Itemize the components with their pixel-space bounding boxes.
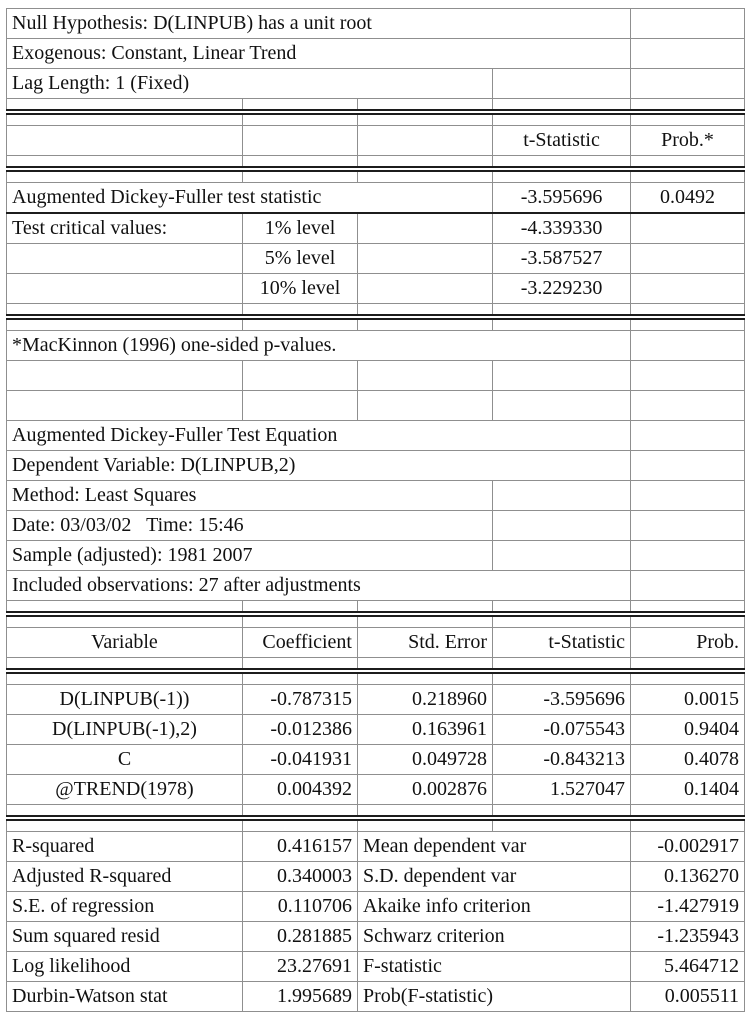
cell: S.E. of regression (7, 892, 243, 922)
empty-cell (7, 805, 243, 817)
empty-cell (631, 673, 745, 685)
cell: t-Statistic (493, 628, 631, 658)
empty-cell (493, 361, 631, 391)
cell: -0.041931 (243, 745, 358, 775)
empty-cell (493, 616, 631, 628)
spacer-row (7, 673, 745, 685)
empty-cell (493, 511, 631, 541)
cell: Log likelihood (7, 952, 243, 982)
empty-cell (358, 213, 493, 244)
empty-cell (358, 673, 493, 685)
cell: Included observations: 27 after adjustments (7, 571, 631, 601)
row-null-hypothesis (7, 9, 745, 39)
empty-cell (243, 99, 358, 111)
cell: Exogenous: Constant, Linear Trend (7, 39, 631, 69)
cell: Augmented Dickey-Fuller Test Equation (7, 421, 631, 451)
cell: 1% level (243, 213, 358, 244)
empty-cell (7, 114, 243, 126)
empty-cell (631, 511, 745, 541)
empty-cell (631, 361, 745, 391)
empty-cell (358, 601, 493, 613)
spacer-row (7, 99, 745, 111)
empty-cell (243, 361, 358, 391)
empty-cell (631, 391, 745, 421)
empty-cell (358, 805, 493, 817)
row-lag-length (7, 69, 745, 99)
cell: -0.075543 (493, 715, 631, 745)
cell: 0.281885 (243, 922, 358, 952)
empty-cell (358, 114, 493, 126)
cell: D(LINPUB(-1)) (7, 685, 243, 715)
cell: Coefficient (243, 628, 358, 658)
empty-cell (631, 9, 745, 39)
cell: t-Statistic (493, 126, 631, 156)
empty-cell (243, 114, 358, 126)
empty-cell (243, 126, 358, 156)
cell: 10% level (243, 274, 358, 304)
empty-cell (358, 156, 493, 168)
empty-cell (358, 319, 493, 331)
empty-cell (493, 601, 631, 613)
empty-cell (358, 244, 493, 274)
cell: Durbin-Watson stat (7, 982, 243, 1012)
empty-cell (631, 805, 745, 817)
cell: -0.787315 (243, 685, 358, 715)
empty-cell (631, 69, 745, 99)
cell: 0.049728 (358, 745, 493, 775)
cell: 1.995689 (243, 982, 358, 1012)
row-blank (7, 391, 745, 421)
empty-cell (493, 658, 631, 670)
empty-cell (631, 304, 745, 316)
empty-cell (243, 304, 358, 316)
row-exogenous (7, 39, 745, 69)
empty-cell (7, 658, 243, 670)
cell: @TREND(1978) (7, 775, 243, 805)
cell: Lag Length: 1 (Fixed) (7, 69, 493, 99)
row-dependent-variable (7, 451, 745, 481)
empty-cell (493, 319, 631, 331)
empty-cell (7, 673, 243, 685)
cell: Sum squared resid (7, 922, 243, 952)
empty-cell (631, 658, 745, 670)
spacer-row (7, 304, 745, 316)
cell: 23.27691 (243, 952, 358, 982)
empty-cell (358, 126, 493, 156)
row-summary-adj-rsquared (7, 862, 745, 892)
empty-cell (7, 820, 243, 832)
empty-cell (243, 171, 358, 183)
empty-cell (243, 805, 358, 817)
empty-cell (631, 319, 745, 331)
empty-cell (631, 541, 745, 571)
spacer-row (7, 319, 745, 331)
cell: 0.1404 (631, 775, 745, 805)
empty-cell (358, 391, 493, 421)
row-critical-1pct (7, 213, 745, 244)
empty-cell (631, 274, 745, 304)
cell: C (7, 745, 243, 775)
row-blank (7, 361, 745, 391)
cell: 0.0015 (631, 685, 745, 715)
empty-cell (243, 673, 358, 685)
empty-cell (493, 805, 631, 817)
row-equation-title (7, 421, 745, 451)
row-stat-header (7, 126, 745, 156)
row-adf-statistic (7, 183, 745, 214)
cell: Null Hypothesis: D(LINPUB) has a unit root (7, 9, 631, 39)
empty-cell (493, 391, 631, 421)
cell: Mean dependent var (358, 832, 631, 862)
cell: Akaike info criterion (358, 892, 631, 922)
empty-cell (493, 541, 631, 571)
spacer-row (7, 805, 745, 817)
empty-cell (493, 69, 631, 99)
empty-cell (358, 616, 493, 628)
empty-cell (7, 244, 243, 274)
empty-cell (493, 304, 631, 316)
row-summary-se-regression (7, 892, 745, 922)
cell: Date: 03/03/02 Time: 15:46 (7, 511, 493, 541)
cell: Prob. (631, 628, 745, 658)
cell: -3.587527 (493, 244, 631, 274)
empty-cell (7, 156, 243, 168)
empty-cell (7, 391, 243, 421)
empty-cell (631, 571, 745, 601)
spacer-row (7, 820, 745, 832)
empty-cell (493, 673, 631, 685)
empty-cell (7, 601, 243, 613)
empty-cell (243, 820, 358, 832)
empty-cell (7, 126, 243, 156)
empty-cell (493, 171, 631, 183)
empty-cell (358, 658, 493, 670)
cell: 5.464712 (631, 952, 745, 982)
cell: 0.136270 (631, 862, 745, 892)
row-mackinnon-note (7, 331, 745, 361)
adf-table-body (7, 9, 745, 1012)
empty-cell (358, 820, 493, 832)
empty-cell (631, 421, 745, 451)
empty-cell (631, 616, 745, 628)
empty-cell (7, 319, 243, 331)
empty-cell (243, 156, 358, 168)
adf-test-output-table (6, 8, 745, 1012)
cell: 0.416157 (243, 832, 358, 862)
cell: R-squared (7, 832, 243, 862)
cell: Test critical values: (7, 213, 243, 244)
cell: 0.4078 (631, 745, 745, 775)
cell: 0.005511 (631, 982, 745, 1012)
empty-cell (243, 658, 358, 670)
spacer-row (7, 156, 745, 168)
empty-cell (493, 114, 631, 126)
cell: -0.002917 (631, 832, 745, 862)
empty-cell (243, 319, 358, 331)
empty-cell (493, 820, 631, 832)
empty-cell (631, 820, 745, 832)
empty-cell (631, 213, 745, 244)
cell: Prob(F-statistic) (358, 982, 631, 1012)
cell: 0.002876 (358, 775, 493, 805)
cell: -4.339330 (493, 213, 631, 244)
cell: 5% level (243, 244, 358, 274)
empty-cell (631, 114, 745, 126)
empty-cell (358, 99, 493, 111)
row-sample (7, 541, 745, 571)
empty-cell (631, 451, 745, 481)
cell: Schwarz criterion (358, 922, 631, 952)
empty-cell (631, 244, 745, 274)
empty-cell (493, 156, 631, 168)
cell: 0.9404 (631, 715, 745, 745)
cell: -1.427919 (631, 892, 745, 922)
row-summary-rsquared (7, 832, 745, 862)
empty-cell (493, 481, 631, 511)
empty-cell (358, 274, 493, 304)
empty-cell (7, 171, 243, 183)
empty-cell (243, 601, 358, 613)
cell: S.D. dependent var (358, 862, 631, 892)
empty-cell (7, 304, 243, 316)
empty-cell (358, 361, 493, 391)
cell: Sample (adjusted): 1981 2007 (7, 541, 493, 571)
cell: F-statistic (358, 952, 631, 982)
row-coef-dlinpub1 (7, 685, 745, 715)
spacer-row (7, 171, 745, 183)
row-method (7, 481, 745, 511)
cell: Prob.* (631, 126, 745, 156)
row-coef-c (7, 745, 745, 775)
row-summary-ssr (7, 922, 745, 952)
row-coef-header (7, 628, 745, 658)
cell: -3.595696 (493, 685, 631, 715)
empty-cell (631, 99, 745, 111)
spacer-row (7, 114, 745, 126)
spacer-row (7, 658, 745, 670)
spacer-row (7, 601, 745, 613)
row-coef-dlinpub12 (7, 715, 745, 745)
cell: *MacKinnon (1996) one-sided p-values. (7, 331, 631, 361)
cell: -0.012386 (243, 715, 358, 745)
empty-cell (358, 171, 493, 183)
empty-cell (7, 99, 243, 111)
empty-cell (631, 156, 745, 168)
cell: Method: Least Squares (7, 481, 493, 511)
cell: Adjusted R-squared (7, 862, 243, 892)
cell: 0.340003 (243, 862, 358, 892)
cell: 1.527047 (493, 775, 631, 805)
empty-cell (631, 331, 745, 361)
cell: Dependent Variable: D(LINPUB,2) (7, 451, 631, 481)
cell: 0.110706 (243, 892, 358, 922)
spacer-row (7, 616, 745, 628)
row-summary-loglik (7, 952, 745, 982)
empty-cell (631, 39, 745, 69)
row-date-time (7, 511, 745, 541)
row-summary-dw (7, 982, 745, 1012)
row-critical-5pct (7, 244, 745, 274)
empty-cell (358, 304, 493, 316)
empty-cell (243, 616, 358, 628)
empty-cell (7, 616, 243, 628)
cell: -0.843213 (493, 745, 631, 775)
cell: -3.229230 (493, 274, 631, 304)
cell: Augmented Dickey-Fuller test statistic (7, 183, 493, 214)
empty-cell (631, 601, 745, 613)
empty-cell (631, 171, 745, 183)
empty-cell (631, 481, 745, 511)
cell: D(LINPUB(-1),2) (7, 715, 243, 745)
row-coef-trend (7, 775, 745, 805)
cell: -3.595696 (493, 183, 631, 214)
cell: 0.163961 (358, 715, 493, 745)
cell: 0.218960 (358, 685, 493, 715)
row-included-obs (7, 571, 745, 601)
cell: Std. Error (358, 628, 493, 658)
cell: 0.0492 (631, 183, 745, 214)
cell: Variable (7, 628, 243, 658)
empty-cell (493, 99, 631, 111)
empty-cell (243, 391, 358, 421)
cell: 0.004392 (243, 775, 358, 805)
row-critical-10pct (7, 274, 745, 304)
empty-cell (7, 274, 243, 304)
cell: -1.235943 (631, 922, 745, 952)
empty-cell (7, 361, 243, 391)
